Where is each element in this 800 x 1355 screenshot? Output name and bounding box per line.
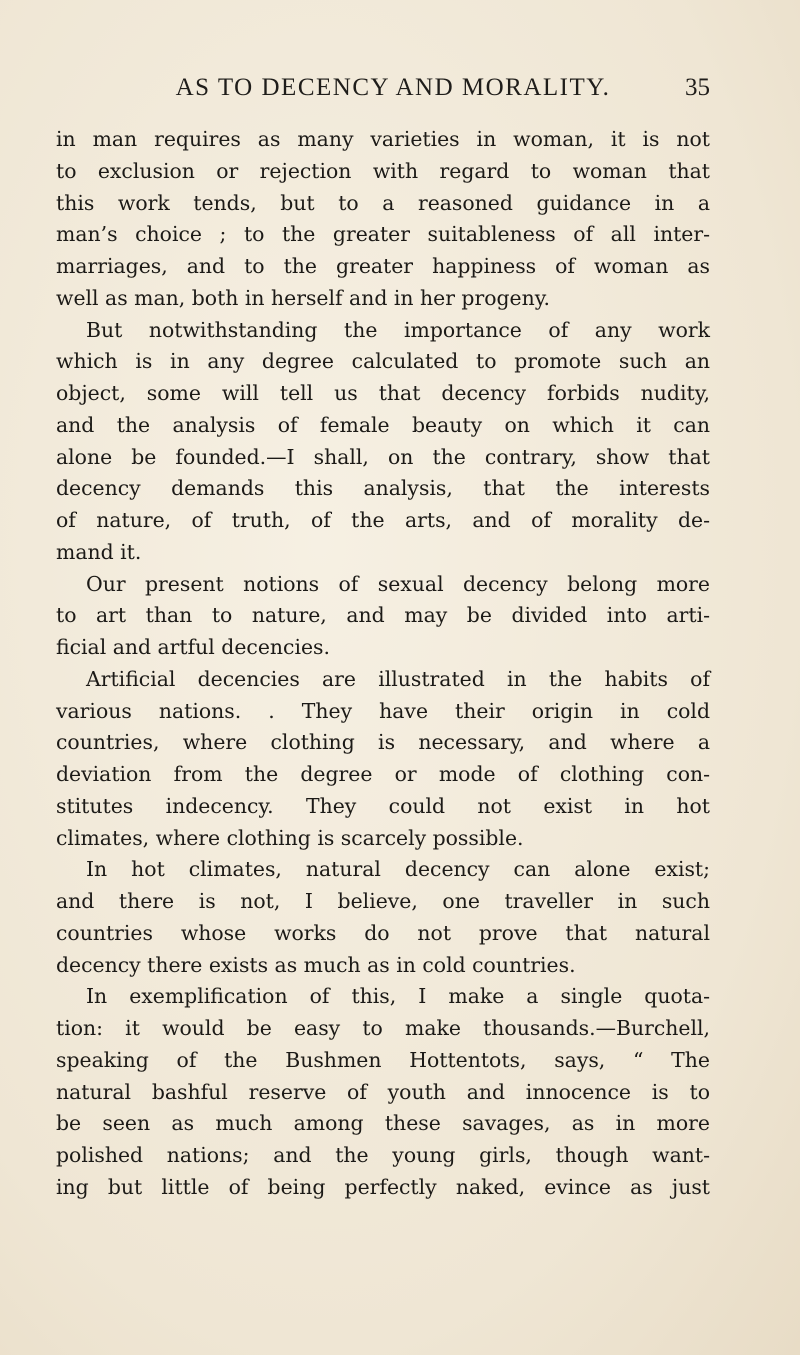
text-line: Our present notions of sexual decency belong more — [86, 571, 710, 596]
text-line: of nature, of truth, of the arts, and of morality de- — [56, 508, 710, 532]
text-line: polished nations; and the young girls, though want- — [56, 1143, 710, 1167]
text-line: countries whose works do not prove that natural — [56, 920, 710, 945]
running-head — [56, 70, 710, 106]
text-line: Artificial decencies are illustrated in the habits of — [86, 666, 710, 691]
text-line: mand it. — [56, 539, 142, 564]
text-line: and the analysis of female beauty on which it can — [56, 412, 710, 437]
text-line: which is in any degree calculated to promote such an — [56, 349, 710, 374]
text-line: speaking of the Bushmen Hottentots, says, “ The — [56, 1047, 710, 1072]
text-line: man’s choice ; to the greater suitableness of all inter- — [56, 222, 710, 247]
text-line: well as man, both in herself and in her progeny. — [56, 285, 551, 310]
text-line: tion: it would be easy to make thousands.—Burchell, — [56, 1016, 710, 1040]
text-line: deviation from the degree or mode of clothing con- — [56, 762, 710, 786]
page-number: 35 — [685, 74, 710, 101]
body-text — [56, 124, 710, 1204]
text-line: decency there exists as much as in cold countries. — [56, 952, 576, 977]
text-line: various nations. . They have their origin in cold — [56, 698, 710, 723]
text-line: be seen as much among these savages, as in more — [56, 1111, 710, 1136]
text-line: ing but little of being perfectly naked, evince as just — [56, 1174, 710, 1199]
text-line: to art than to nature, and may be divided into arti- — [56, 603, 710, 628]
text-line: to exclusion or rejection with regard to woman that — [56, 158, 710, 183]
text-line: ficial and artful decencies. — [56, 635, 330, 659]
text-line: in man requires as many varieties in woman, it is not — [56, 127, 710, 151]
text-line: countries, where clothing is necessary, and where a — [56, 730, 710, 755]
running-title: AS TO DECENCY AND MORALITY. — [175, 74, 611, 101]
text-line: In exemplification of this, I make a single quota- — [86, 984, 710, 1009]
text-line: stitutes indecency. They could not exist in hot — [56, 793, 710, 818]
text-line: marriages, and to the greater happiness of woman as — [56, 254, 710, 278]
text-line: decency demands this analysis, that the interests — [56, 476, 710, 501]
text-line: climates, where clothing is scarcely possible. — [56, 825, 524, 850]
text-line: object, some will tell us that decency forbids nudity, — [56, 381, 710, 405]
text-line: and there is not, I believe, one traveller in such — [56, 889, 710, 913]
text-line: But notwithstanding the importance of any work — [86, 317, 710, 342]
text-line: alone be founded.—I shall, on the contrary, show that — [56, 444, 710, 469]
text-line: natural bashful reserve of youth and innocence is to — [56, 1079, 710, 1104]
text-line: In hot climates, natural decency can alone exist; — [86, 857, 710, 882]
text-line: this work tends, but to a reasoned guidance in a — [56, 190, 710, 215]
